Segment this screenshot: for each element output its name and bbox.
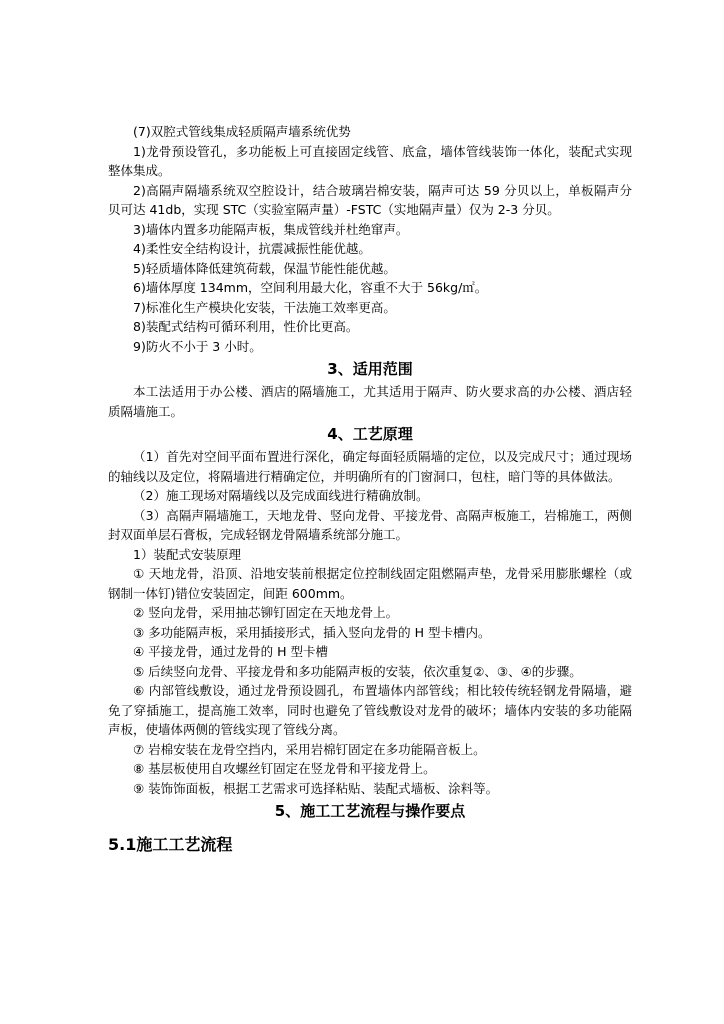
advantage-item-9: 9)防火不小于 3 小时。 bbox=[133, 338, 262, 354]
assembly-step-2: ② 竖向龙骨，采用抽芯铆钉固定在天地龙骨上。 bbox=[133, 605, 399, 620]
assembly-step-7: ⑦ 岩棉安装在龙骨空挡内，采用岩棉钉固定在多功能隔音板上。 bbox=[133, 741, 486, 757]
document-body bbox=[108, 122, 632, 860]
assembly-step-6: ⑥ 内部管线敷设，通过龙骨预设圆孔，布置墙体内部管线；相比较传统轻钢龙骨隔墙，避免了穿插施工，提高施工效率，同时也避免了管线敷设对龙骨的破坏；墙体内安装的多功能隔声板，使墙体两侧的管线实现了管线分离。 bbox=[108, 683, 632, 737]
advantage-item-8: 8)装配式结构可循环利用，性价比更高。 bbox=[133, 319, 359, 334]
advantage-item-4: 4)柔性安全结构设计，抗震减振性能优越。 bbox=[133, 241, 371, 256]
principle-para-1: （1）首先对空间平面布置进行深化，确定每面轻质隔墙的定位，以及完成尺寸；通过现场的轴线以及定位，将隔墙进行精确定位，并明确所有的门窗洞口，包柱，暗门等的具体做法。 bbox=[108, 449, 632, 484]
assembly-step-4: ④ 平接龙骨，通过龙骨的 H 型卡槽 bbox=[133, 644, 329, 659]
assembly-step-9: ⑨ 装饰饰面板，根据工艺需求可选择粘贴、装配式墙板、涂料等。 bbox=[133, 780, 499, 796]
section-3-heading: 3、适用范围 bbox=[327, 360, 413, 378]
assembly-step-1: ① 天地龙骨，沿顶、沿地安装前根据定位控制线固定阻燃隔声垫，龙骨采用膨胀螺栓（或钢制一体钉)错位安装固定，间距 600mm。 bbox=[108, 566, 632, 601]
assembly-step-3: ③ 多功能隔声板，采用插接形式，插入竖向龙骨的 H 型卡槽内。 bbox=[133, 624, 491, 640]
assembly-subtitle: 1）装配式安装原理 bbox=[133, 546, 241, 562]
section-3-body: 本工法适用于办公楼、酒店的隔墙施工，尤其适用于隔声、防火要求高的办公楼、酒店轻质隔墙施工。 bbox=[108, 384, 632, 419]
section-4-heading: 4、工艺原理 bbox=[327, 425, 413, 443]
principle-para-3: （3）高隔声隔墙施工，天地龙骨、竖向龙骨、平接龙骨、高隔声板施工，岩棉施工，两侧封双面单层石膏板，完成轻钢龙骨隔墙系统部分施工。 bbox=[108, 507, 632, 542]
advantage-item-7: 7)标准化生产模块化安装，干法施工效率更高。 bbox=[133, 299, 396, 315]
advantage-item-3: 3)墙体内置多功能隔声板，集成管线并杜绝窜声。 bbox=[133, 221, 409, 237]
advantage-item-1: 1)龙骨预设管孔，多功能板上可直接固定线管、底盒，墙体管线装饰一体化，装配式实现整体集成。 bbox=[108, 143, 632, 178]
assembly-step-5: ⑤ 后续竖向龙骨、平接龙骨和多功能隔声板的安装，依次重复②、③、④的步骤。 bbox=[133, 663, 582, 679]
section-7-title: (7)双腔式管线集成轻质隔声墙系统优势 bbox=[133, 124, 351, 139]
section-5-heading: 5、施工工艺流程与操作要点 bbox=[274, 802, 466, 820]
advantage-item-6: 6)墙体厚度 134mm，空间利用最大化，容重不大于 56kg/㎡。 bbox=[133, 280, 488, 295]
assembly-step-8: ⑧ 基层板使用自攻螺丝钉固定在竖龙骨和平接龙骨上。 bbox=[133, 761, 436, 776]
principle-para-2: （2）施工现场对隔墙线以及完成面线进行精确放制。 bbox=[133, 488, 429, 503]
advantage-item-5: 5)轻质墙体降低建筑荷载，保温节能性能优越。 bbox=[133, 260, 396, 276]
advantage-item-2: 2)高隔声隔墙系统双空腔设计，结合玻璃岩棉安装，隔声可达 59 分贝以上，单板隔声分贝可达 41db，实现 STC（实验室隔声量）-FSTC（实地隔声量）仅为 2-3 分贝。 bbox=[108, 182, 632, 217]
section-5-1-heading: 5.1施工工艺流程 bbox=[108, 835, 233, 854]
